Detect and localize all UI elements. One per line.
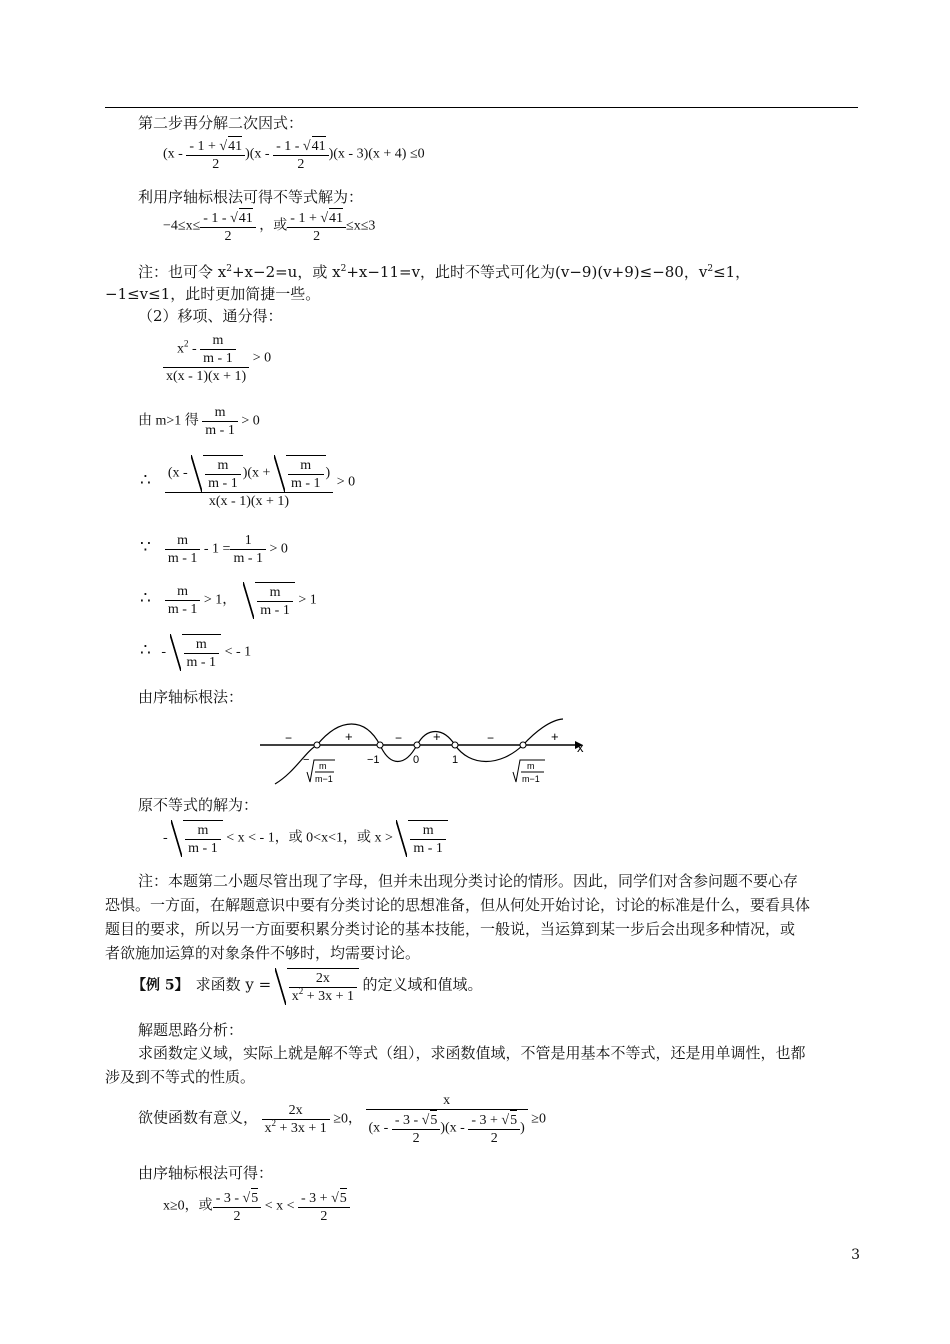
tick-label: m bbox=[319, 761, 327, 771]
fraction: $\frac{- 1 + √ 41}{2}$ bbox=[287, 208, 346, 245]
example-5: 【例 5】 求函数 y = $\frac{2x}{x^2 + 3x + 1}$ 的定义域和值域。 bbox=[132, 968, 483, 1005]
axis-label-x: x bbox=[577, 740, 584, 755]
text-line: 第二步再分解二次因式： bbox=[138, 114, 304, 132]
formula-final: - $\frac{m}{m - 1}$ < x < - 1，或 0<x<1，或 x > $\frac{m}{m - 1}$ bbox=[163, 820, 448, 857]
tick-label: − bbox=[303, 754, 310, 766]
formula-because: ∵ $\frac{m}{m - 1}$ - 1 = $\frac{1}{m - 1}$ > 0 bbox=[140, 533, 288, 566]
sign-minus: − bbox=[285, 731, 293, 745]
formula-solution: −4≤x≤ $\frac{- 1 - √ 41}{2}$ ，或 $\frac{- 1 + √ 41}{2}$ ≤x≤3 bbox=[163, 208, 375, 245]
tick-label: m−1 bbox=[315, 774, 333, 784]
sign-plus: + bbox=[345, 729, 353, 744]
fraction: (x - $\frac{m}{m - 1}$ )(x + $\frac{m}{m - 1}$ ) x(x - 1)(x + 1) bbox=[165, 455, 333, 510]
sign-plus: + bbox=[551, 729, 559, 744]
formula-therefore-2: ∴ $\frac{m}{m - 1}$ > 1， $\frac{m}{m - 1}$ > 1 bbox=[140, 584, 317, 618]
fraction: x (x - $\frac{- 3 - √ 5}{2}$ )(x - $\frac{- 3 + √ 5}{2}$ ) bbox=[366, 1092, 528, 1147]
sign-minus: − bbox=[395, 731, 403, 745]
sign-minus: − bbox=[487, 731, 495, 745]
fraction: $\frac{- 1 - √ 41}{2}$ bbox=[200, 208, 256, 245]
number-axis-diagram bbox=[255, 712, 595, 792]
page-number: 3 bbox=[851, 1247, 860, 1263]
formula-domain-solution: x≥0，或 $\frac{- 3 - √ 5}{2}$ < x < $\frac{- 3 + √ 5}{2}$ bbox=[163, 1188, 350, 1225]
tick-label: m−1 bbox=[522, 774, 540, 784]
text-line: 题目的要求，所以另一方面要积累分类讨论的基本技能，一般说，当运算到某一步后会出现多种情况，或 bbox=[105, 920, 796, 938]
header-rule bbox=[105, 107, 858, 108]
fraction: $\frac{- 1 - √ 41}{2}$ bbox=[273, 136, 329, 173]
formula-factored: (x - $\frac{- 1 + √ 41}{2}$ )(x - $\frac{- 1 - √ 41}{2}$ )(x - 3)(x + 4) ≤0 bbox=[163, 136, 425, 173]
formula-rational: $x^2$ - $\frac{m}{m - 1}$ x(x - 1)(x + 1) > 0 bbox=[163, 332, 271, 385]
note-line: 注：也可令 $x^2+x-2=u$，或 $x^2+x-11=v$，此时不等式可化为(v−9)(v+9)≤−80，$v^2\le 1$， bbox=[138, 263, 751, 281]
text-line: 由序轴标根法： bbox=[138, 688, 244, 706]
text-line: 由序轴标根法可得： bbox=[138, 1164, 274, 1182]
tick-label: 0 bbox=[413, 754, 420, 766]
tick-label: m bbox=[527, 761, 535, 771]
fraction: $\frac{- 1 + √ 41}{2}$ bbox=[186, 136, 245, 173]
tick-label: −1 bbox=[367, 754, 380, 766]
text-line: （2）移项、通分得： bbox=[138, 307, 283, 325]
formula-therefore-1: ∴ (x - $\frac{m}{m - 1}$ )(x + $\frac{m}{m - 1}$ ) x(x - 1)(x + 1) > 0 bbox=[140, 455, 355, 510]
text-line: 求函数定义域，实际上就是解不等式（组），求函数值域，不管是用基本不等式，还是用单调性，也都 bbox=[138, 1044, 806, 1062]
text-line: 利用序轴标根法可得不等式解为： bbox=[138, 188, 364, 206]
note-line: −1≤v≤1，此时更加简捷一些。 bbox=[105, 285, 321, 303]
fraction: $x^2$ - $\frac{m}{m - 1}$ x(x - 1)(x + 1) bbox=[163, 332, 249, 385]
text-line: 解题思路分析： bbox=[138, 1021, 244, 1039]
formula-m-positive: 由 m>1 得 $\frac{m}{m - 1}$ > 0 bbox=[138, 405, 260, 438]
text-line: 注：本题第二小题尽管出现了字母，但并未出现分类讨论的情形。因此，同学们对含参问题不要心存 bbox=[138, 872, 799, 890]
sign-plus: + bbox=[433, 729, 441, 744]
formula-domain: 欲使函数有意义， $\frac{2x}{x^2 + 3x + 1}$ ≥0， x (x - $\frac{- 3 - √ 5}{2}$ )(x - $\frac{- 3 + √ 5}{2}$ ) ≥0 bbox=[138, 1092, 546, 1147]
formula-therefore-3: ∴ - $\frac{m}{m - 1}$ < - 1 bbox=[140, 634, 251, 671]
text-line: 者欲施加运算的对象条件不够时，均需要讨论。 bbox=[105, 944, 421, 962]
text-line: 涉及到不等式的性质。 bbox=[105, 1068, 256, 1086]
tick-label: 1 bbox=[452, 754, 459, 766]
text-line: 恐惧。一方面，在解题意识中要有分类讨论的思想准备，但从何处开始讨论，讨论的标准是什么，要看具体 bbox=[105, 896, 811, 914]
text-line: 原不等式的解为： bbox=[138, 796, 259, 814]
